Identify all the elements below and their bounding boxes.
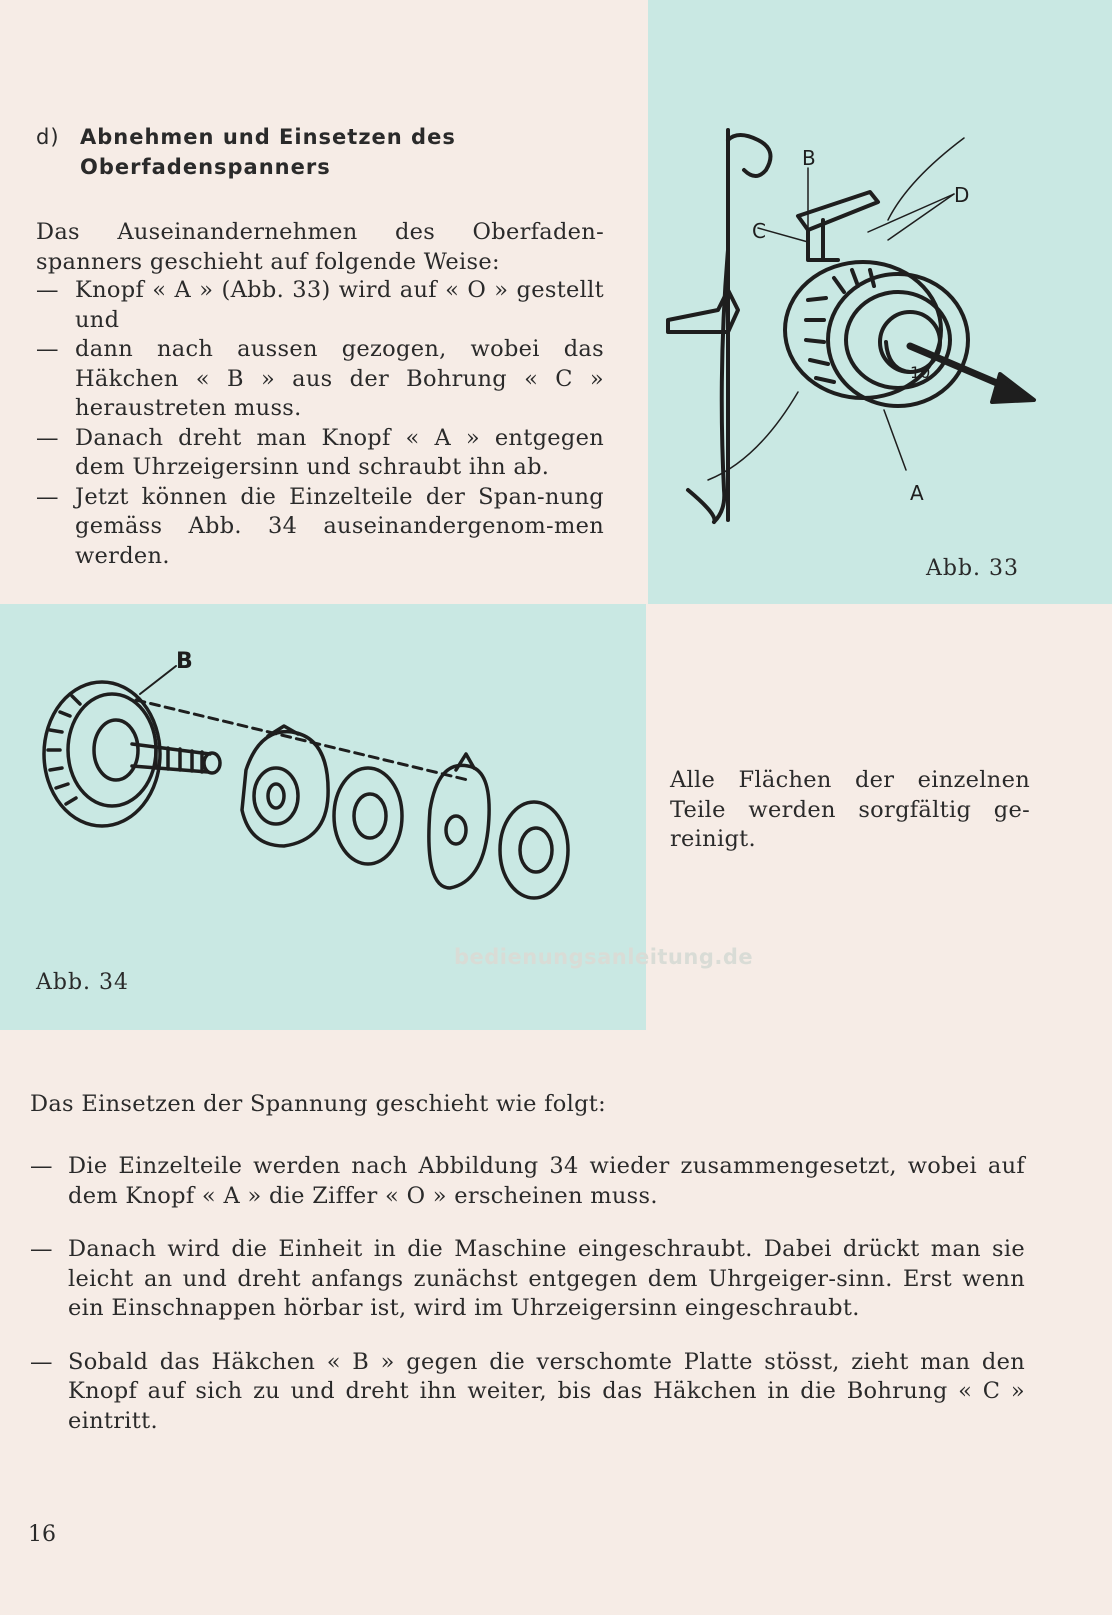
assembly-steps (30, 1152, 1025, 1460)
fig33-label-a: A (910, 481, 924, 505)
cleaning-note: Alle Flächen der einzelnen Teile werden sorgfältig ge-reinigt. (670, 767, 1030, 852)
section-title-line-1: Abnehmen und Einsetzen des (80, 125, 456, 149)
figure-34-illustration (36, 650, 606, 940)
figure-34-caption: Abb. 34 (36, 970, 130, 995)
assembly-step: — Die Einzelteile werden nach Abbildung 34 wieder zusammengesetzt, wobei auf dem Knopf « A » die Ziffer « O » erscheinen muss. (30, 1152, 1025, 1211)
fig33-label-c: C (752, 219, 766, 243)
figure-33-illustration (648, 110, 1088, 540)
watermark: bedienungsanleitung.de (454, 945, 754, 969)
fig34-label-b: B (176, 650, 193, 674)
section-letter: d) (36, 125, 60, 149)
disassembly-step: — Jetzt können die Einzelteile der Span-nung gemäss Abb. 34 auseinandergenom-men werden. (36, 483, 604, 572)
fig33-label-b: B (802, 146, 816, 170)
fig33-label-d: D (954, 183, 970, 207)
disassembly-steps (36, 276, 604, 571)
disassembly-step: — dann nach aussen gezogen, wobei das Häkchen « B » aus der Bohrung « C » heraustreten muss. (36, 335, 604, 424)
disassembly-intro: Das Auseinandernehmen des Oberfaden-spanners geschieht auf folgende Weise: (36, 219, 604, 275)
page-number: 16 (28, 1522, 56, 1547)
assembly-intro: Das Einsetzen der Spannung geschieht wie folgt: (30, 1091, 607, 1117)
figure-33-caption: Abb. 33 (926, 556, 1020, 581)
disassembly-step: — Danach dreht man Knopf « A » entgegen dem Uhrzeigersinn und schraubt ihn ab. (36, 424, 604, 483)
assembly-step: — Sobald das Häkchen « B » gegen die verschomte Platte stösst, zieht man den Knopf auf sich zu und dreht ihn weiter, bis das Häkchen in die Bohrung « C » eintritt. (30, 1348, 1025, 1437)
fig33-dial-number: 10 (910, 363, 931, 382)
disassembly-step: — Knopf « A » (Abb. 33) wird auf « O » gestellt und (36, 276, 604, 335)
assembly-step: — Danach wird die Einheit in die Maschine eingeschraubt. Dabei drückt man sie leicht an und dreht anfangs zunächst entgegen dem Uhrgeiger-sinn. Erst wenn ein Einschnappen hörbar ist, wird im Uhrzeigersinn eingeschraubt. (30, 1235, 1025, 1324)
section-title-line-2: Oberfadenspanners (80, 155, 331, 179)
section-heading (36, 122, 456, 182)
